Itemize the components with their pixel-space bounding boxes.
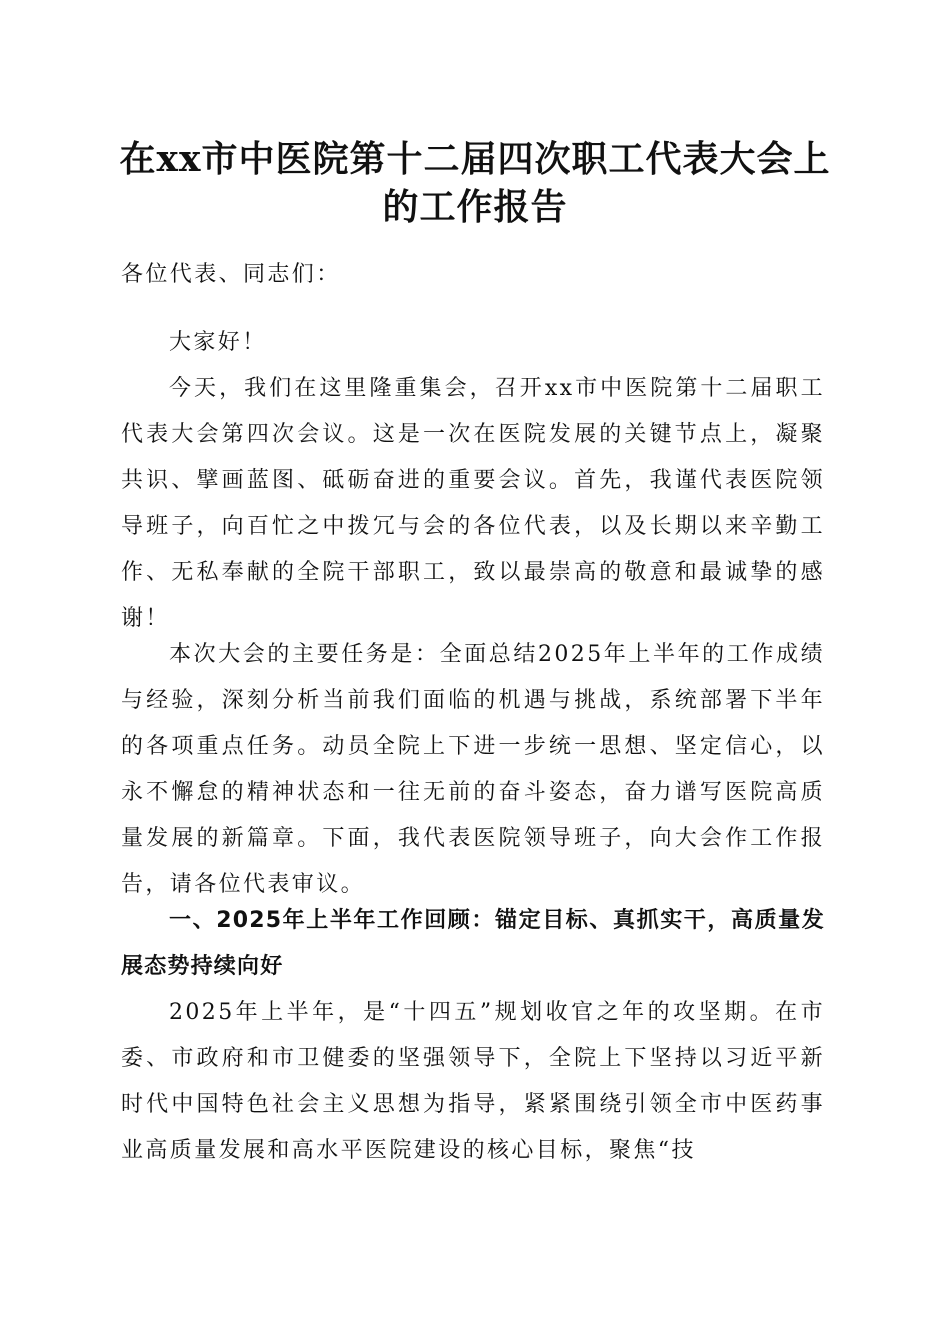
document-title-line-1: 在xx市中医院第十二届四次职工代表大会上: [119, 138, 831, 180]
salutation: 各位代表、同志们：: [121, 262, 341, 287]
section-heading-1: 一、2025年上半年工作回顾：锚定目标、真抓实干，高质量发展态势持续向好: [121, 908, 825, 979]
paragraph-review: 2025年上半年，是“十四五”规划收官之年的攻坚期。在市委、市政府和市卫健委的坚强领导下，全院上下坚持以习近平新时代中国特色社会主义思想为指导，紧紧围绕引领全市中医药事业高质量发展和高水平医院建设的核心目标，聚焦“技: [121, 1000, 825, 1163]
paragraph-main-tasks: 本次大会的主要任务是：全面总结2025年上半年的工作成绩与经验，深刻分析当前我们面临的机遇与挑战，系统部署下半年的各项重点任务。动员全院上下进一步统一思想、坚定信心，以永不懈怠的精神状态和一往无前的奋斗姿态，奋力谱写医院高质量发展的新篇章。下面，我代表医院领导班子，向大会作工作报告，请各位代表审议。: [121, 642, 825, 897]
greeting: 大家好！: [169, 330, 267, 355]
paragraph-opening: 今天，我们在这里隆重集会，召开xx市中医院第十二届职工代表大会第四次会议。这是一次在医院发展的关键节点上，凝聚共识、擘画蓝图、砥砺奋进的重要会议。首先，我谨代表医院领导班子，向百忙之中拨冗与会的各位代表，以及长期以来辛勤工作、无私奉献的全院干部职工，致以最崇高的敬意和最诚挚的感谢！: [121, 376, 825, 631]
document-title-line-2: 的工作报告: [382, 186, 568, 228]
